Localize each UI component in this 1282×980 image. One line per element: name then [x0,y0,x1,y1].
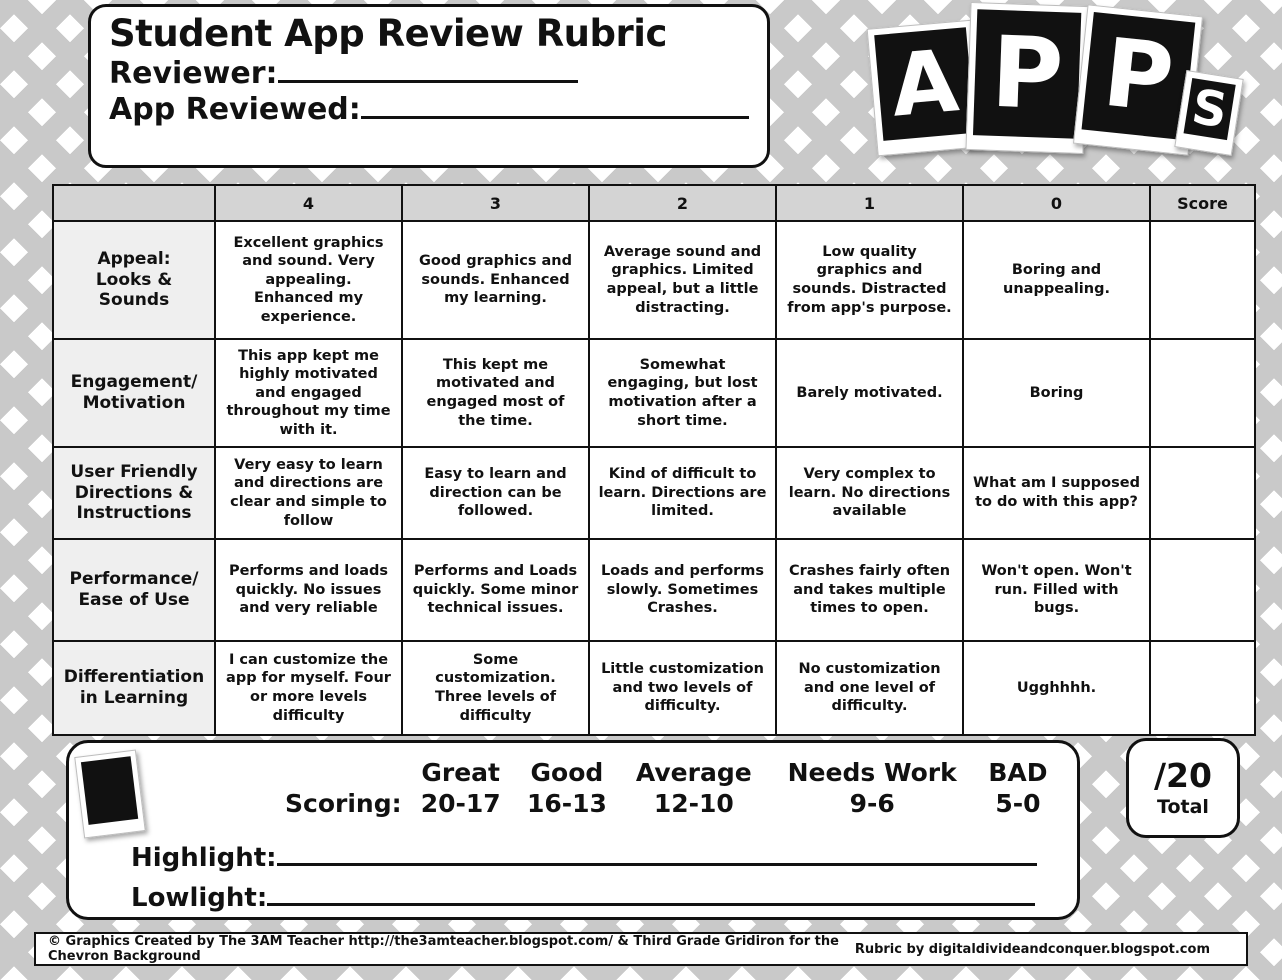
criterion-performance [53,539,215,641]
app-tile-s [1174,70,1243,156]
criterion-user-friendly [53,447,215,539]
rubric-header-0: 0 [963,185,1150,221]
band-range-average: 12-10 [653,789,734,818]
rubric-header-criterion [53,185,215,221]
score-user-friendly[interactable] [1150,447,1255,539]
rubric-header-3: 3 [402,185,589,221]
criterion-appeal-line3: Sounds [98,290,170,311]
cell-user-friendly-3: Easy to learn and direction can be followed. [402,447,589,539]
cell-performance-0: Won't open. Won't run. Filled with bugs. [963,539,1150,641]
band-name-good: Good [530,758,604,787]
score-appeal[interactable] [1150,221,1255,339]
lowlight-label: Lowlight: [131,883,268,913]
criterion-engagement-line2: Motivation [82,393,186,413]
criterion-user-friendly-line3: Instructions [76,503,192,524]
table-row [53,447,1255,539]
criterion-appeal [53,221,215,339]
band-range-good: 16-13 [526,789,607,818]
cell-differentiation-0: Ugghhhh. [963,641,1150,735]
cell-performance-1: Crashes fairly often and takes multiple times to open. [776,539,963,641]
band-name-needs-work: Needs Work [787,758,957,787]
criterion-performance-line2: Ease of Use [78,590,190,610]
criterion-differentiation-line2: in Learning [79,688,189,708]
app-tile-s-letter: S [1184,78,1236,140]
footer-credits [34,932,1248,966]
table-row [53,339,1255,447]
app-tile-p1-letter: P [973,9,1081,139]
total-score-label: Total [1157,795,1209,818]
cell-appeal-1: Low quality graphics and sounds. Distracted from app's purpose. [776,221,963,339]
scoring-band-names-row [279,757,1059,788]
cell-differentiation-3: Some customization. Three levels of difficulty [402,641,589,735]
rubric-header-row [53,185,1255,221]
criterion-performance-line1: Performance/ [69,569,199,590]
footer-credit-left: © Graphics Created by The 3AM Teacher http://the3amteacher.blogspot.com/ & Third Grade Gridiron for the Chevron Background [48,934,839,964]
rubric-header-1: 1 [776,185,963,221]
cell-user-friendly-2: Kind of difficult to learn. Directions are limited. [589,447,776,539]
rubric-header-score: Score [1150,185,1255,221]
cell-differentiation-2: Little customization and two levels of difficulty. [589,641,776,735]
band-name-average: Average [635,758,752,787]
cell-engagement-2: Somewhat engaging, but lost motivation after a short time. [589,339,776,447]
cell-engagement-4: This app kept me highly motivated and engaged throughout my time with it. [215,339,402,447]
criterion-engagement [53,339,215,447]
reviewer-input-line[interactable] [278,80,578,83]
cell-performance-3: Performs and Loads quickly. Some minor technical issues. [402,539,589,641]
criterion-appeal-line2: Looks & [95,269,173,290]
cell-appeal-2: Average sound and graphics. Limited appeal, but a little distracting. [589,221,776,339]
scoring-scale [279,757,1059,819]
cell-user-friendly-0: What am I supposed to do with this app? [963,447,1150,539]
apps-decoration [862,0,1262,180]
scoring-label-spacer [279,757,408,788]
title-card [88,4,770,168]
table-row [53,539,1255,641]
footer-credit-right: Rubric by digitaldivideandconquer.blogspot.com [854,941,1210,957]
cell-user-friendly-1: Very complex to learn. No directions available [776,447,963,539]
band-range-bad: 5-0 [995,789,1041,818]
rubric-header-2: 2 [589,185,776,221]
criterion-user-friendly-line1: User Friendly [70,461,198,482]
band-range-needs-work: 9-6 [849,789,895,818]
cell-appeal-0: Boring and unappealing. [963,221,1150,339]
band-name-great: Great [421,758,501,787]
rubric-table [52,184,1256,736]
cell-user-friendly-4: Very easy to learn and directions are clear and simple to follow [215,447,402,539]
scoring-label: Scoring: [285,789,402,818]
band-range-great: 20-17 [420,789,501,818]
band-name-bad: BAD [988,758,1048,787]
app-reviewed-field [109,92,753,129]
score-engagement[interactable] [1150,339,1255,447]
reviewer-label: Reviewer: [109,55,278,91]
highlight-input-line[interactable] [277,863,1037,866]
cell-appeal-4: Excellent graphics and sound. Very appealing. Enhanced my experience. [215,221,402,339]
reviewer-field [109,56,753,93]
cell-performance-4: Performs and loads quickly. No issues and very reliable [215,539,402,641]
rubric-header-4: 4 [215,185,402,221]
score-performance[interactable] [1150,539,1255,641]
criterion-differentiation [53,641,215,735]
lowlight-input-line[interactable] [267,903,1035,906]
app-tile-p1 [965,2,1088,154]
lowlight-field [131,883,1035,913]
cell-appeal-3: Good graphics and sounds. Enhanced my learning. [402,221,589,339]
scoring-band-ranges-row [279,788,1059,819]
table-row [53,641,1255,735]
cell-engagement-0: Boring [963,339,1150,447]
cell-engagement-3: This kept me motivated and engaged most of the time. [402,339,589,447]
criterion-engagement-line1: Engagement/ [70,372,198,393]
tablet-icon [74,750,146,839]
tablet-icon-screen [81,756,138,825]
cell-differentiation-1: No customization and one level of difficulty. [776,641,963,735]
cell-differentiation-4: I can customize the app for myself. Four or more levels difficulty [215,641,402,735]
page-title: Student App Review Rubric [109,12,667,55]
app-tile-a-letter: A [874,27,975,141]
table-row [53,221,1255,339]
total-score-value: /20 [1154,755,1212,795]
app-reviewed-input-line[interactable] [361,116,749,119]
criterion-user-friendly-line2: Directions & [74,482,194,503]
highlight-label: Highlight: [131,843,277,873]
criterion-appeal-line1: Appeal: [97,248,171,269]
score-differentiation[interactable] [1150,641,1255,735]
cell-performance-2: Loads and performs slowly. Sometimes Crashes. [589,539,776,641]
cell-engagement-1: Barely motivated. [776,339,963,447]
app-tile-p2-letter: P [1082,12,1196,140]
highlight-field [131,843,1037,873]
app-reviewed-label: App Reviewed: [109,92,361,128]
scoring-box [66,740,1080,920]
total-score-box[interactable] [1126,738,1240,838]
criterion-differentiation-line1: Differentiation [63,667,205,688]
